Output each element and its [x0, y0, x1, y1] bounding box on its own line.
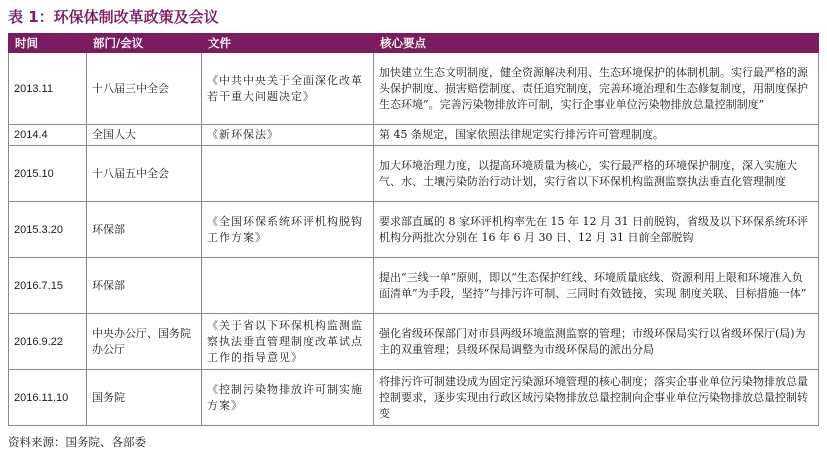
table-title: 表 1：环保体制改革政策及会议 [8, 8, 219, 26]
cell-time: 2014.4 [9, 125, 87, 146]
header-row [9, 34, 819, 53]
cell-doc [202, 258, 374, 314]
cell-doc: 《新环保法》 [202, 125, 374, 146]
cell-time: 2016.9.22 [9, 314, 87, 370]
cell-doc: 《中共中央关于全面深化改革若干重大问题决定》 [202, 53, 374, 125]
cell-content: 要求部直属的 8 家环评机构率先在 15 年 12 月 31 日前脱钩，省级及以下环保系统环评机构分两批次分别在 16 年 6 月 30 日、12 月 31 日前全部脱钩 [374, 202, 819, 258]
cell-content: 加快建立生态文明制度，健全资源解决利用、生态环境保护的体制机制。实行最严格的源头保护制度、损害赔偿制度、责任追究制度，完善环境治理和生态修复制度，用制度保护生态环境”。完善污染物排放许可制，实行企事业单位污染物排放总量控制制度” [374, 53, 819, 125]
table-row [9, 258, 819, 314]
cell-time: 2015.3.20 [9, 202, 87, 258]
cell-dept: 全国人大 [87, 125, 202, 146]
cell-doc: 《控制污染物排放许可制实施方案》 [202, 370, 374, 426]
cell-content: 强化省级环保部门对市县两级环境监测监察的管理；市级环保局实行以省级环保厅(局)为主的双重管理；县级环保局调整为市级环保局的派出分局 [374, 314, 819, 370]
cell-dept: 中央办公厅、国务院办公厅 [87, 314, 202, 370]
header-content: 核心要点 [374, 34, 819, 53]
cell-dept: 环保部 [87, 258, 202, 314]
header-doc: 文件 [202, 34, 374, 53]
cell-content: 第 45 条规定，国家依照法律规定实行排污许可管理制度。 [374, 125, 819, 146]
cell-content: 将排污许可制建设成为固定污染源环境管理的核心制度；落实企事业单位污染物排放总量控制要求，逐步实现由行政区域污染物排放总量控制向企事业单位污染物排放总量控制转变 [374, 370, 819, 426]
cell-doc: 《全国环保系统环评机构脱钩工作方案》 [202, 202, 374, 258]
source-note: 资料来源：国务院、各部委 [8, 435, 146, 449]
table-row [9, 370, 819, 426]
header-dept: 部门/会议 [87, 34, 202, 53]
policy-table [8, 33, 819, 426]
cell-dept: 环保部 [87, 202, 202, 258]
cell-dept: 十八届五中全会 [87, 146, 202, 202]
cell-dept: 十八届三中全会 [87, 53, 202, 125]
cell-dept: 国务院 [87, 370, 202, 426]
table-row [9, 125, 819, 146]
cell-content: 加大环境治理力度，以提高环境质量为核心，实行最严格的环境保护制度，深入实施大气、水、土壤污染防治行动计划，实行省以下环保机构监测监察执法垂直化管理制度 [374, 146, 819, 202]
table-row [9, 202, 819, 258]
cell-time: 2015.10 [9, 146, 87, 202]
cell-time: 2013.11 [9, 53, 87, 125]
cell-doc: 《关于省以下环保机构监测监察执法垂直管理制度改革试点工作的指导意见》 [202, 314, 374, 370]
table-row [9, 53, 819, 125]
header-time: 时间 [9, 34, 87, 53]
cell-time: 2016.11.10 [9, 370, 87, 426]
cell-time: 2016.7.15 [9, 258, 87, 314]
table-row [9, 146, 819, 202]
cell-doc [202, 146, 374, 202]
table-row [9, 314, 819, 370]
cell-content: 提出“三线一单”原则，即以“生态保护红线、环境质量底线、资源利用上限和环境准入负面清单”为手段，坚持“与排污许可制、三同时有效链接，实现 制度关联、目标措施一体” [374, 258, 819, 314]
